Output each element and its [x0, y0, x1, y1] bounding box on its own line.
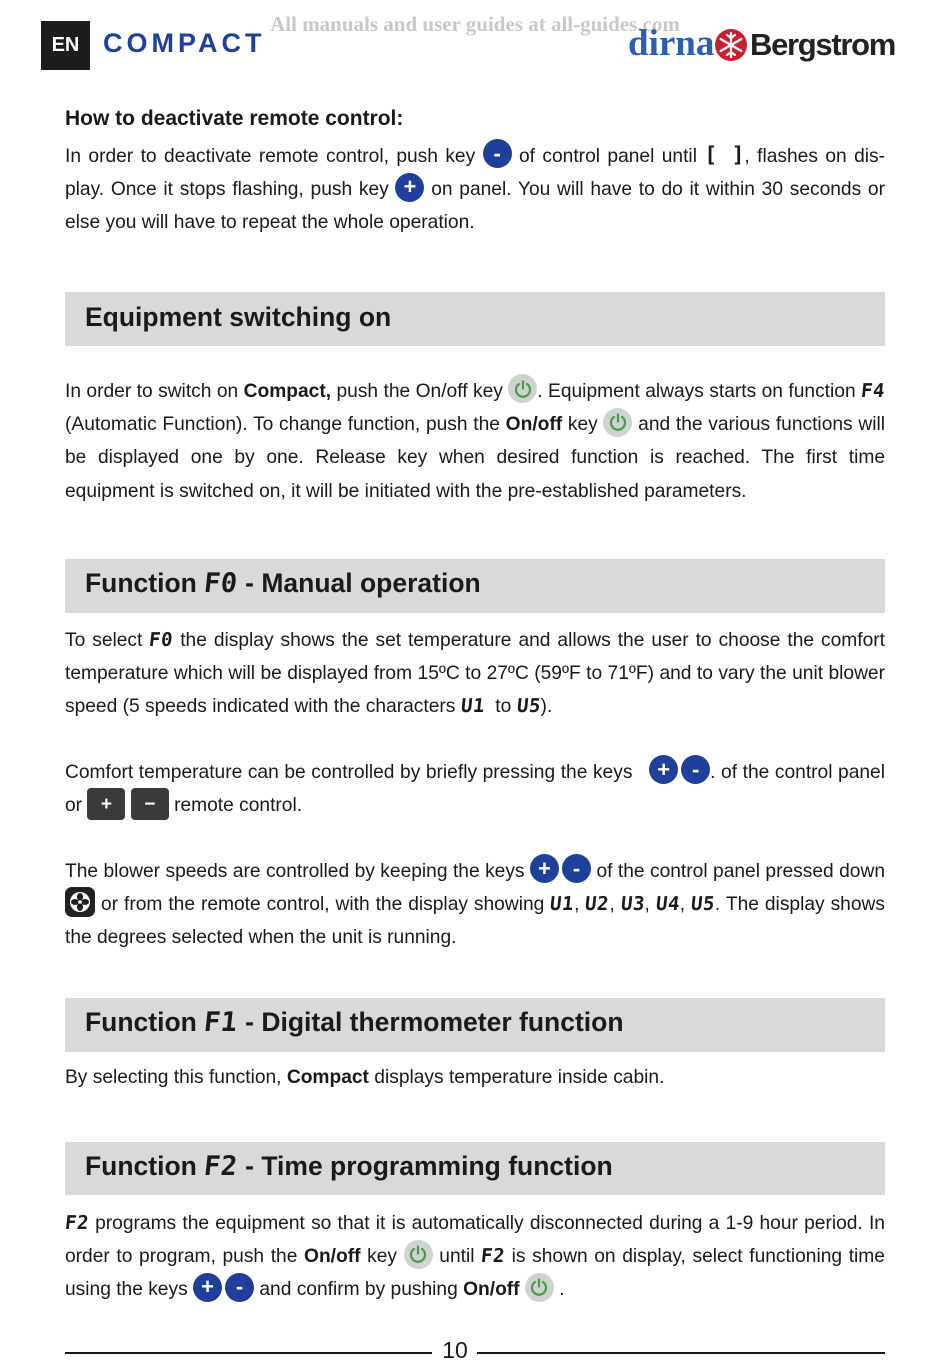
power-key-icon: [404, 1240, 433, 1269]
plus-key-icon: +: [395, 173, 424, 202]
product-logo: COMPACT: [103, 28, 266, 58]
speed-u1: U1: [549, 893, 576, 916]
f0-display-code: F0: [148, 629, 175, 651]
f2-paragraph: F2 programs the equipment so that it is automatically disconnected during a 1-9 hour period. In order to program, push the On/off key until F2 is shown on display, select functioning time using the keys + - and confirm by pushing On/off .: [65, 1207, 885, 1307]
plus-key-icon: +: [649, 755, 678, 784]
remote-plus-icon: +: [87, 788, 125, 820]
remote-minus-icon: −: [131, 788, 169, 820]
footer-rule-left: [65, 1352, 432, 1354]
f0-title: Function F0 - Manual operation: [85, 568, 481, 599]
flashing-display-symbol: [ ]: [704, 143, 745, 167]
section-band-f0: [65, 559, 885, 613]
minus-key-icon: -: [562, 854, 591, 883]
power-key-icon: [525, 1273, 554, 1302]
fan-key-icon: [65, 887, 95, 917]
minus-key-icon: -: [681, 755, 710, 784]
f2-display-code: F2: [63, 1212, 91, 1234]
speed-u4: U4: [654, 893, 681, 916]
switching-on-title: Equipment switching on: [85, 302, 392, 332]
f2-title: Function F2 - Time programming function: [85, 1151, 613, 1182]
snowflake-logo-icon: [714, 28, 748, 62]
deactivate-heading: How to deactivate remote control:: [65, 107, 404, 130]
f0-paragraph-3: The blower speeds are controlled by keeping the keys + - of the control panel pressed down or from the remote control, with the display showing U1, U2, U3, U4, U5. The display shows the degrees selected when the unit is running.: [65, 855, 885, 949]
f0-paragraph-1: To select F0 the display shows the set temperature and allows the user to choose the comfort temperature which will be displayed from 15ºC to 27ºC (59ºF to 71ºF) and to vary the unit blower speed (5 speeds indicated with the characters U1 to U5).: [65, 624, 885, 724]
f4-display-code: F4: [859, 380, 887, 402]
bergstrom-logo: Bergstrom: [750, 27, 896, 62]
f1-title: Function F1 - Digital thermometer function: [85, 1007, 624, 1038]
f1-paragraph: By selecting this function, Compact displays temperature inside cabin.: [65, 1067, 665, 1088]
f2-display-code: F2: [480, 1245, 507, 1268]
speed-u5: U5: [689, 893, 717, 916]
section-band-f1: [65, 998, 885, 1052]
language-badge: EN: [41, 21, 90, 70]
minus-key-icon: -: [225, 1273, 254, 1302]
watermark: All manuals and user guides at all-guides.com: [270, 12, 680, 36]
f0-paragraph-2: Comfort temperature can be controlled by briefly pressing the keys + - . of the control panel or + − remote control.: [65, 756, 885, 822]
section-band-f2: [65, 1142, 885, 1195]
page-number: 10: [442, 1337, 468, 1363]
plus-key-icon: +: [193, 1273, 222, 1302]
power-key-icon: [508, 374, 537, 403]
minus-key-icon: -: [483, 139, 512, 168]
plus-key-icon: +: [530, 854, 559, 883]
section-band-switching-on: [65, 292, 885, 346]
speed-u2: U2: [584, 893, 611, 916]
dirna-logo: dirna: [628, 23, 715, 64]
deactivate-paragraph: In order to deactivate remote control, push key - of control panel until [ ], flashes on dis-play. Once it stops flashing, push key + on panel. You will have to do it within 30 seconds or else you will have to repeat the whole operation.: [65, 140, 885, 234]
speed-u3: U3: [619, 893, 646, 916]
footer-rule-right: [477, 1352, 885, 1354]
switching-on-paragraph: In order to switch on Compact, push the On/off key . Equipment always starts on function F4 (Automatic Function). To change function, push the On/off key and the various functions will be displayed one by one. Release key when desired function is reached. The first time equipment is switched on, it will be initiated with the pre-established parameters.: [65, 375, 885, 508]
power-key-icon: [603, 408, 632, 437]
